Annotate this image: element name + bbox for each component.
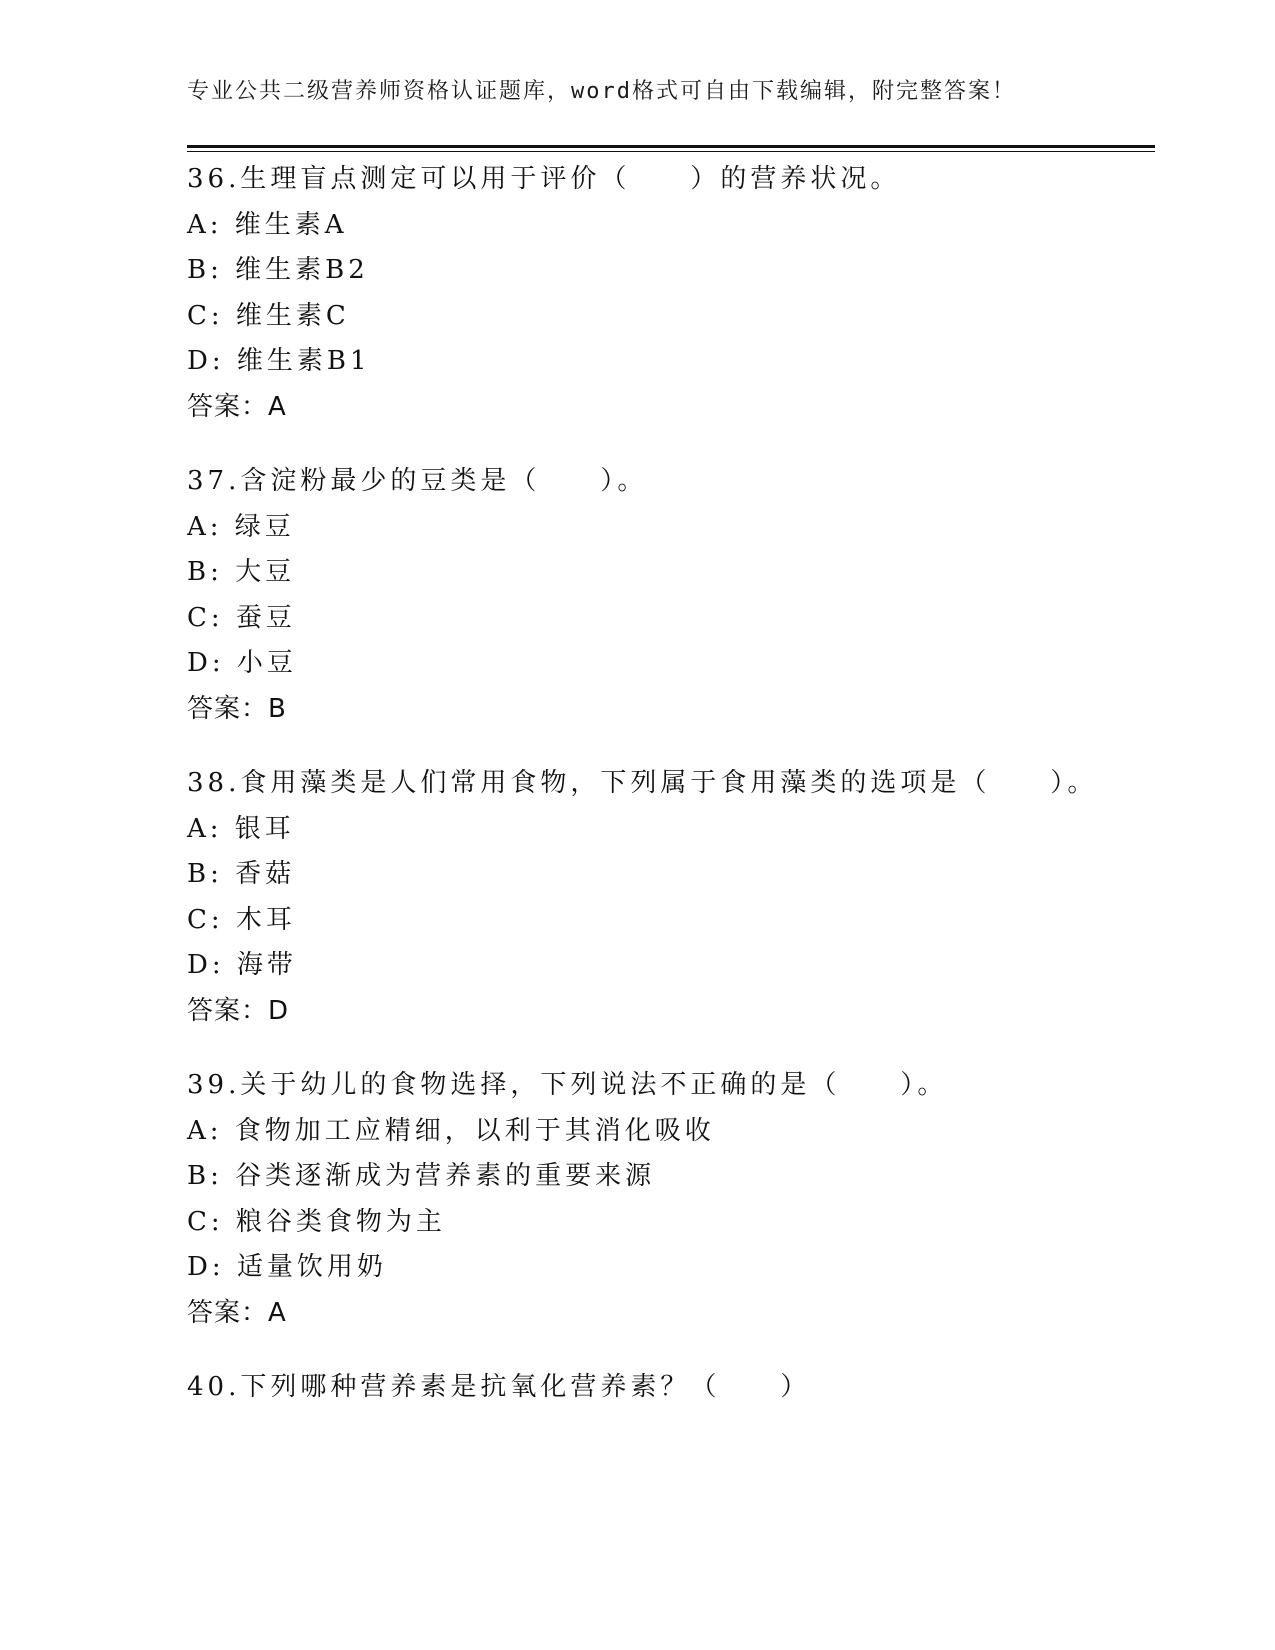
question-39 bbox=[187, 1063, 1155, 1336]
question-stem: 40.下列哪种营养素是抗氧化营养素？（ ） bbox=[187, 1372, 811, 1402]
question-stem: 39.关于幼儿的食物选择，下列说法不正确的是（ ）。 bbox=[187, 1070, 948, 1100]
option-a: A: 维生素A bbox=[187, 209, 348, 240]
option-c: C: 蚕豆 bbox=[187, 602, 296, 633]
option-c: C: 木耳 bbox=[187, 904, 296, 935]
option-d: D: 海带 bbox=[187, 950, 297, 980]
option-b: B: 谷类逐渐成为营养素的重要来源 bbox=[187, 1161, 656, 1191]
header-rule-thin bbox=[187, 151, 1155, 152]
option-c: C: 粮谷类食物为主 bbox=[187, 1206, 446, 1237]
question-37 bbox=[187, 459, 1155, 732]
option-d: D: 小豆 bbox=[187, 648, 297, 678]
question-list bbox=[187, 157, 1155, 1440]
question-40 bbox=[187, 1365, 1155, 1411]
question-38 bbox=[187, 761, 1155, 1034]
option-b: B: 大豆 bbox=[187, 557, 296, 587]
option-a: A: 食物加工应精细，以利于其消化吸收 bbox=[187, 1115, 715, 1146]
question-stem: 37.含淀粉最少的豆类是（ ）。 bbox=[187, 466, 648, 496]
answer: 答案：A bbox=[187, 391, 287, 422]
answer: 答案：B bbox=[187, 693, 287, 724]
question-36 bbox=[187, 157, 1155, 430]
answer: 答案：D bbox=[187, 995, 290, 1026]
question-stem: 38.食用藻类是人们常用食物，下列属于食用藻类的选项是（ ）。 bbox=[187, 768, 1098, 798]
header-rule-thick bbox=[187, 145, 1155, 148]
option-b: B: 香菇 bbox=[187, 859, 296, 889]
answer: 答案：A bbox=[187, 1297, 287, 1328]
option-a: A: 绿豆 bbox=[187, 511, 295, 542]
option-b: B: 维生素B2 bbox=[187, 255, 369, 285]
option-d: D: 适量饮用奶 bbox=[187, 1252, 387, 1282]
page-header: 专业公共二级营养师资格认证题库，word格式可自由下载编辑，附完整答案！ bbox=[187, 79, 1016, 104]
question-stem: 36.生理盲点测定可以用于评价（ ）的营养状况。 bbox=[187, 164, 901, 194]
option-a: A: 银耳 bbox=[187, 813, 295, 844]
option-c: C: 维生素C bbox=[187, 300, 350, 331]
option-d: D: 维生素B1 bbox=[187, 346, 371, 376]
